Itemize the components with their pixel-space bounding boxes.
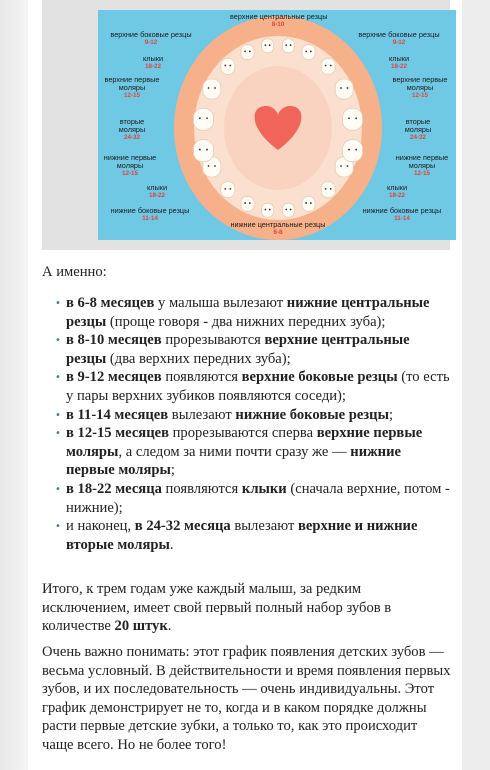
tooth-eye <box>330 188 332 190</box>
tooth-eye <box>340 87 342 89</box>
tooth-eye <box>265 209 267 211</box>
tooth-eye <box>229 188 231 190</box>
tooth-eye <box>310 51 312 53</box>
tooth-eye <box>340 165 342 167</box>
list-item: • в 9-12 месяцев появляются верхние боковые резцы (то есть у пары верхних зубиков появляются соседи); <box>55 369 450 404</box>
tooth-eye <box>224 188 226 190</box>
tooth-shape <box>343 108 363 130</box>
bullet-icon: • <box>55 521 61 533</box>
bullet-icon: • <box>55 409 61 421</box>
tooth-eye <box>229 65 231 67</box>
tooth-shape <box>282 39 294 53</box>
list-item: • в 8-10 месяцев прорезываются верхние центральные резцы (два верхних передних зуба); <box>55 332 410 367</box>
label-upper-canine-left: клыки 18-22 <box>142 54 164 70</box>
tooth-shape <box>193 140 213 162</box>
tooth-eye <box>325 188 327 190</box>
tooth-eye <box>305 202 307 204</box>
label-lower-canine-right: клыки 18-22 <box>386 183 408 199</box>
bullet-icon: • <box>55 298 61 309</box>
label-upper-lateral-right: верхние боковые резцы 9-12 <box>358 30 440 46</box>
label-lower-canine-left: клыки 18-22 <box>146 183 168 199</box>
page-right-margin <box>462 0 490 770</box>
label-upper-first-molars-left: верхние первые моляры 12-15 <box>104 75 160 99</box>
tooth-eye <box>347 165 349 167</box>
tooth-shape <box>221 58 235 74</box>
eruption-schedule-list <box>42 294 452 554</box>
tooth-shape <box>221 182 235 198</box>
tooth-shape <box>302 45 315 60</box>
tooth-eye <box>347 87 349 89</box>
tooth-shape <box>262 203 274 217</box>
label-second-molars-left: вторые моляры 24-32 <box>118 117 146 141</box>
tooth-eye <box>290 209 292 211</box>
tooth-eye <box>285 209 287 211</box>
list-item: • и наконец, в 24-32 месяца вылезают верхние и нижние вторые моляры. <box>55 518 418 553</box>
tooth-eye <box>199 149 201 151</box>
tooth-eye <box>310 202 312 204</box>
label-second-molars-right: вторые моляры 24-32 <box>404 117 432 141</box>
list-item: • в 18-22 месяца появляются клыки (сначала верхние, потом - нижние); <box>55 480 450 516</box>
list-item: • в 11-14 месяцев вылезают нижние боковые резцы; <box>42 406 452 425</box>
label-lower-first-molars-left: нижние первые моляры 12-15 <box>103 153 157 177</box>
tooth-eye <box>269 44 271 46</box>
tooth-eye <box>355 149 357 151</box>
tooth-eye <box>224 65 226 67</box>
tooth-eye <box>208 165 210 167</box>
tooth-eye <box>348 117 350 119</box>
article-card <box>28 0 462 770</box>
tooth-eye <box>214 165 216 167</box>
list-item: • в 6-8 месяцев у малыша вылезают нижние центральные резцы (проще говоря - два нижних передних зуба); <box>55 295 430 330</box>
infographic-frame <box>42 0 450 250</box>
page-left-margin <box>0 0 26 770</box>
tooth-shape <box>321 182 335 198</box>
tooth-shape <box>203 79 221 99</box>
disclaimer-paragraph: Очень важно понимать: этот график появления детских зубов — весьма условный. В действительности и время появления первых зубов, и их последовательность — очень индивидуальны. Этот график демонстрирует не то, когда и в каком порядке должны расти первые детские зубки, а только то, как это происходит чаще всего. Но не более того! <box>42 644 451 753</box>
list-item: • в 12-15 месяцев прорезываются сперва верхние первые моляры, а следом за ними почти сразу же — нижние первые моляры; <box>55 425 423 479</box>
bullet-icon: • <box>55 372 61 384</box>
tooth-eye <box>206 149 208 151</box>
label-upper-central: верхние центральные резцы 8-10 <box>230 12 328 28</box>
tooth-eye <box>330 65 332 67</box>
label-lower-central: нижние центральные резцы 6-8 <box>230 220 326 236</box>
tooth-eye <box>269 209 271 211</box>
tooth-eye <box>290 44 292 46</box>
tooth-shape <box>193 108 213 130</box>
label-lower-first-molars-right: нижние первые моляры 12-15 <box>395 153 449 177</box>
label-lower-lateral-left: нижние боковые резцы 11-14 <box>110 206 190 222</box>
tooth-eye <box>285 44 287 46</box>
tooth-eye <box>199 117 201 119</box>
tooth-eye <box>265 44 267 46</box>
label-upper-lateral-left: верхние боковые резцы 9-12 <box>110 30 192 46</box>
bullet-icon: • <box>55 428 61 440</box>
teeth-eruption-infographic <box>98 10 456 240</box>
label-lower-lateral-right: нижние боковые резцы 11-14 <box>362 206 442 222</box>
bullet-icon: • <box>55 335 61 347</box>
tooth-shape <box>262 39 274 53</box>
tooth-eye <box>206 117 208 119</box>
tooth-eye <box>355 117 357 119</box>
bullet-icon: • <box>55 483 61 495</box>
summary-paragraph: Итого, к трем годам уже каждый малыш, за редким исключением, имеет свой первый полный набор зубов в количестве 20 штук. <box>42 581 392 635</box>
tooth-eye <box>305 51 307 53</box>
label-upper-first-molars-right: верхние первые моляры 12-15 <box>392 75 448 99</box>
tooth-shape <box>241 196 254 211</box>
tooth-eye <box>244 202 246 204</box>
tooth-eye <box>244 51 246 53</box>
tooth-shape <box>321 58 335 74</box>
tooth-shape <box>343 140 363 162</box>
tooth-shape <box>335 79 353 99</box>
tooth-eye <box>214 87 216 89</box>
tooth-shape <box>302 196 315 211</box>
tooth-eye <box>249 202 251 204</box>
tooth-eye <box>249 51 251 53</box>
tooth-eye <box>348 149 350 151</box>
intro-text: А именно: <box>42 264 107 280</box>
tooth-eye <box>208 87 210 89</box>
tooth-shape <box>241 45 254 60</box>
tooth-shape <box>282 203 294 217</box>
tooth-eye <box>325 65 327 67</box>
label-upper-canine-right: клыки 18-22 <box>388 54 410 70</box>
